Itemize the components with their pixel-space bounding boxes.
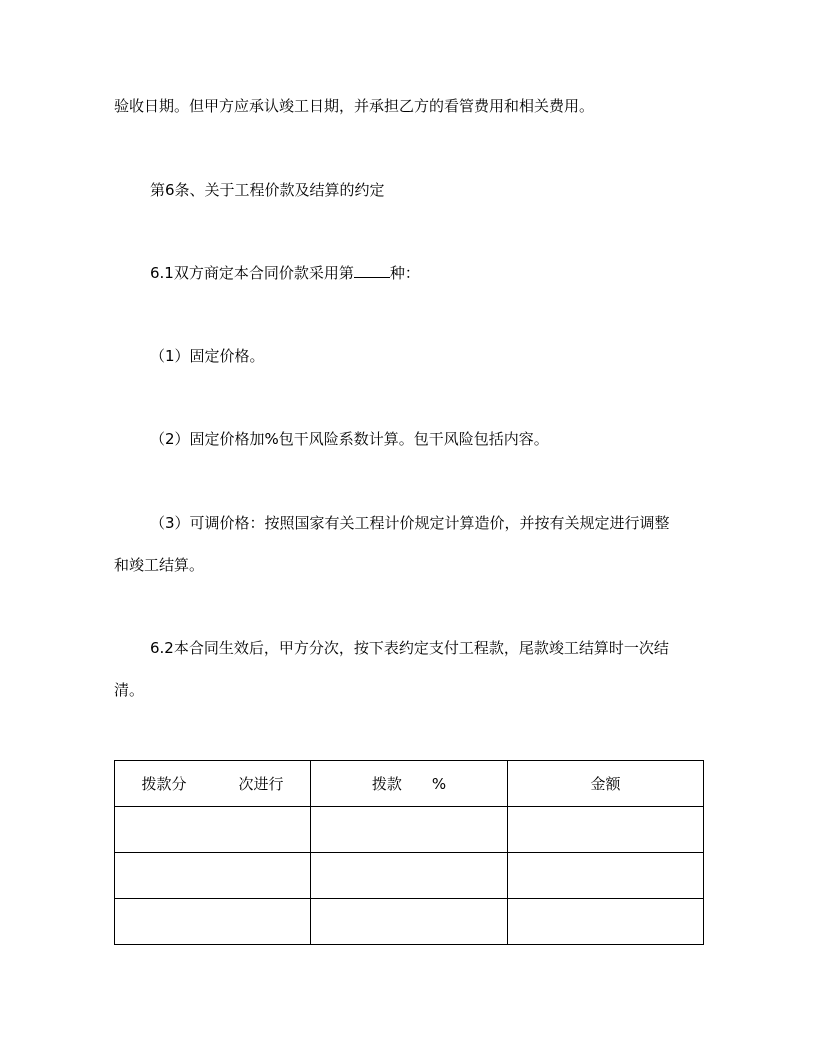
option-2-fixed-price-risk: （2）固定价格加%包干风险系数计算。包干风险包括内容。 xyxy=(150,430,549,448)
header-installments xyxy=(115,761,311,807)
table-row xyxy=(115,853,704,899)
table-row xyxy=(115,899,704,945)
paragraph-acceptance-date: 验收日期。但甲方应承认竣工日期，并承担乙方的看管费用和相关费用。 xyxy=(114,97,595,115)
header-payment-label: 拨款 xyxy=(371,775,402,793)
table-cell xyxy=(508,899,704,945)
table-cell xyxy=(311,899,508,945)
table-cell xyxy=(311,807,508,853)
header-installments-part1: 拨款分 xyxy=(141,775,187,793)
table-cell xyxy=(115,853,311,899)
paragraph-6-1-text: 6.1双方商定本合同价款采用第 xyxy=(150,264,354,282)
table-header-row xyxy=(115,761,704,807)
header-amount: 金额 xyxy=(508,761,704,807)
table-cell xyxy=(115,807,311,853)
header-installments-part2: 次进行 xyxy=(238,775,284,793)
table-cell xyxy=(311,853,508,899)
option-3-adjustable-price-line2: 和竣工结算。 xyxy=(114,556,205,574)
paragraph-6-1-suffix: 种： xyxy=(389,264,420,282)
table-cell xyxy=(508,807,704,853)
paragraph-6-2-line1: 6.2本合同生效后，甲方分次，按下表约定支付工程款，尾款竣工结算时一次结 xyxy=(150,639,669,657)
header-payment-percent xyxy=(311,761,508,807)
header-percent-sign: % xyxy=(431,775,447,793)
table-cell xyxy=(115,899,311,945)
section-heading-article-6: 第6条、关于工程价款及结算的约定 xyxy=(150,181,385,199)
paragraph-6-1 xyxy=(150,263,420,283)
table-row xyxy=(115,807,704,853)
option-1-fixed-price: （1）固定价格。 xyxy=(150,347,265,365)
option-3-adjustable-price-line1: （3）可调价格：按照国家有关工程计价规定计算造价，并按有关规定进行调整 xyxy=(150,514,670,532)
paragraph-6-2-line2: 清。 xyxy=(114,681,145,699)
table-cell xyxy=(508,853,704,899)
payment-schedule-table xyxy=(114,760,704,945)
fill-in-blank xyxy=(354,263,390,278)
